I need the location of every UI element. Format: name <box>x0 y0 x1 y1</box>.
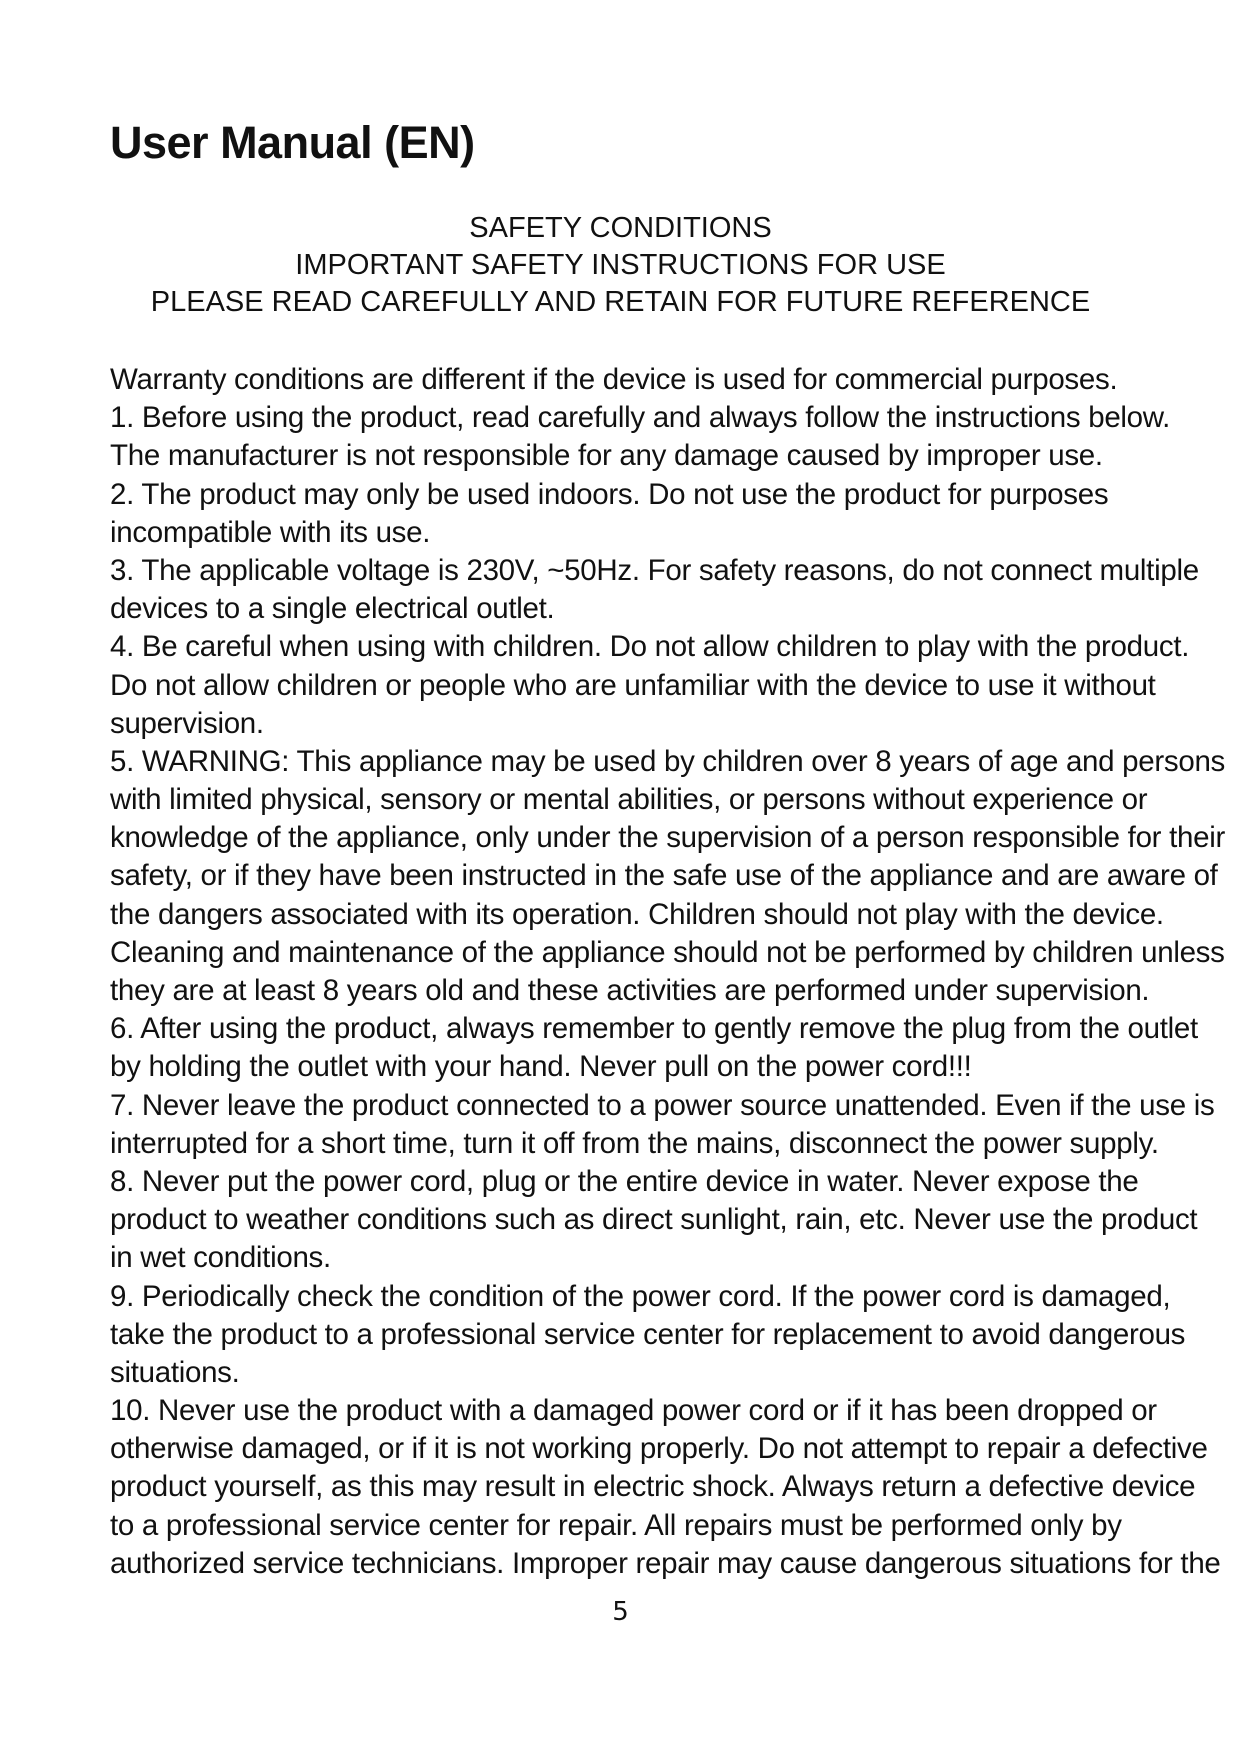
text-line: safety, or if they have been instructed in the safe use of the appliance and are aware of <box>110 859 1218 893</box>
text-line: they are at least 8 years old and these activities are performed under supervision. <box>110 974 1150 1007</box>
page-number: 5 <box>612 1597 629 1627</box>
text-line: 1. Before using the product, read carefully and always follow the instructions below. <box>110 401 1171 435</box>
text-line: take the product to a professional service center for replacement to avoid dangerous <box>110 1317 1186 1351</box>
text-line: interrupted for a short time, turn it off from the mains, disconnect the power supply. <box>110 1126 1159 1160</box>
text-line: 2. The product may only be used indoors. Do not use the product for purposes <box>110 477 1109 511</box>
text-line: by holding the outlet with your hand. Never pull on the power cord!!! <box>110 1050 972 1084</box>
text-line: the dangers associated with its operation. Children should not play with the device. <box>110 897 1164 931</box>
text-line: 8. Never put the power cord, plug or the entire device in water. Never expose the <box>110 1164 1139 1198</box>
text-line: Warranty conditions are different if the device is used for commercial purposes. <box>110 363 1118 396</box>
safety-header-line: IMPORTANT SAFETY INSTRUCTIONS FOR USE <box>295 249 946 281</box>
text-line: in wet conditions. <box>110 1241 331 1275</box>
text-line: 10. Never use the product with a damaged power cord or if it has been dropped or <box>110 1394 1157 1428</box>
text-line: The manufacturer is not responsible for any damage caused by improper use. <box>110 439 1103 473</box>
text-line: 4. Be careful when using with children. Do not allow children to play with the product. <box>110 630 1190 664</box>
safety-header-line: PLEASE READ CAREFULLY AND RETAIN FOR FUTURE REFERENCE <box>150 286 1091 318</box>
safety-header-line: SAFETY CONDITIONS <box>469 212 772 244</box>
text-line: 9. Periodically check the condition of the power cord. If the power cord is damaged, <box>110 1279 1171 1313</box>
text-line: knowledge of the appliance, only under the supervision of a person responsible for their <box>110 821 1225 855</box>
text-line: Cleaning and maintenance of the appliance should not be performed by children unless <box>110 935 1225 969</box>
text-line: devices to a single electrical outlet. <box>110 592 555 626</box>
text-line: 6. After using the product, always remember to gently remove the plug from the outlet <box>110 1012 1198 1046</box>
instructions-body <box>110 361 1226 1583</box>
text-line: incompatible with its use. <box>110 515 431 549</box>
text-line: situations. <box>110 1355 240 1389</box>
text-line: Do not allow children or people who are unfamiliar with the device to use it without <box>110 668 1156 702</box>
text-line: with limited physical, sensory or mental abilities, or persons without experience or <box>110 783 1148 817</box>
text-line: 7. Never leave the product connected to a power source unattended. Even if the use is <box>110 1088 1215 1122</box>
text-line: 5. WARNING: This appliance may be used by children over 8 years of age and persons <box>110 744 1226 778</box>
safety-header <box>0 210 1241 321</box>
text-line: to a professional service center for repair. All repairs must be performed only by <box>110 1508 1122 1542</box>
text-line: 3. The applicable voltage is 230V, ~50Hz. For safety reasons, do not connect multiple <box>110 553 1199 587</box>
text-line: product to weather conditions such as direct sunlight, rain, etc. Never use the product <box>110 1203 1198 1237</box>
text-line: product yourself, as this may result in electric shock. Always return a defective device <box>110 1470 1196 1504</box>
text-line: otherwise damaged, or if it is not working properly. Do not attempt to repair a defective <box>110 1432 1208 1466</box>
page-title: User Manual (EN) <box>110 117 475 168</box>
text-line: supervision. <box>110 706 264 740</box>
text-line: authorized service technicians. Improper repair may cause dangerous situations for the <box>110 1546 1221 1580</box>
